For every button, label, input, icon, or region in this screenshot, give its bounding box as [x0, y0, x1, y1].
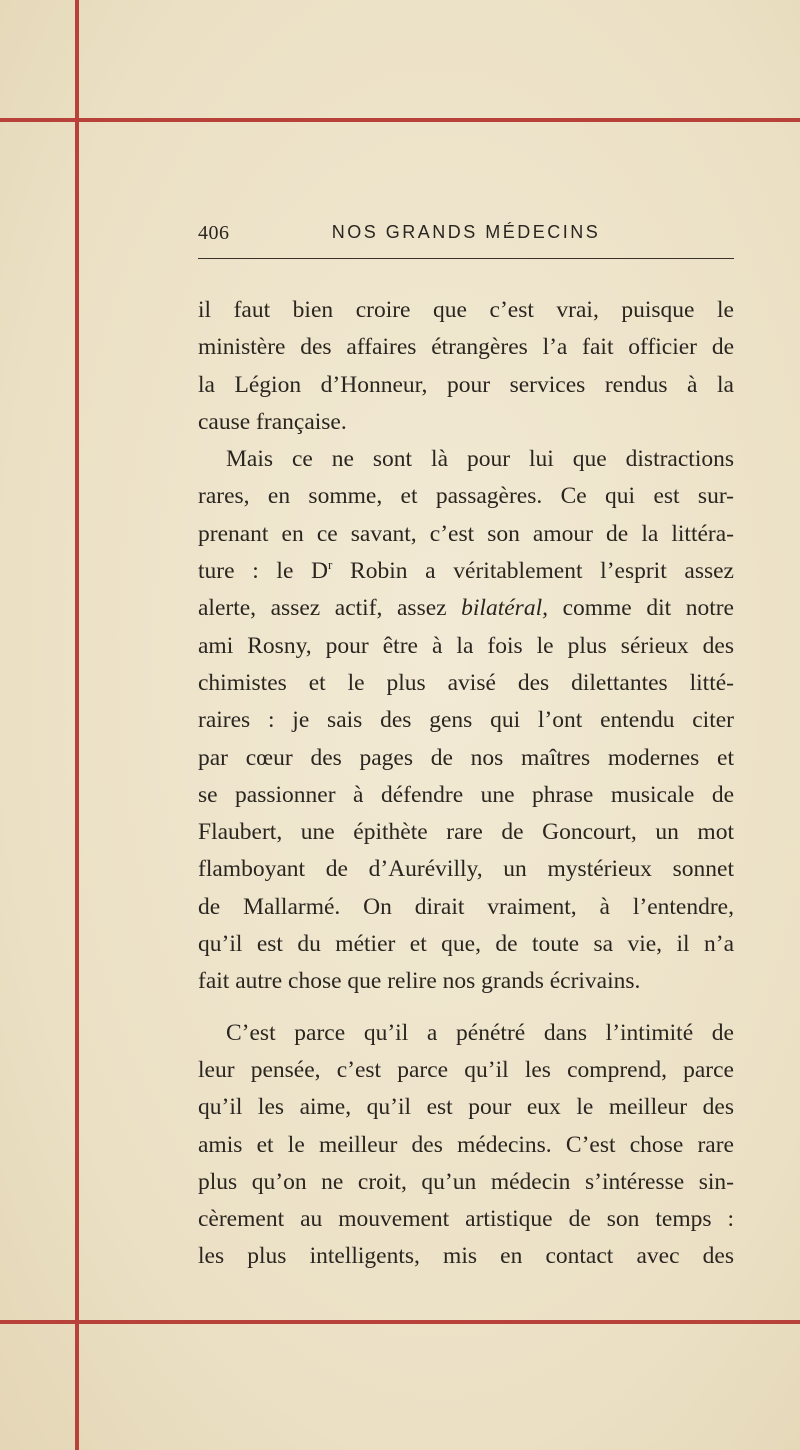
page-header [198, 222, 734, 252]
text-line: fait autre chose que relire nos grands écrivains. [198, 968, 641, 995]
text-line: amis et le meilleur des médecins. C’est chose rare [198, 1131, 734, 1158]
running-title: NOS GRANDS MÉDECINS [331, 222, 601, 242]
left-margin-rule [75, 0, 79, 1450]
text-line: ministère des affaires étrangères l’a fait officier de [198, 334, 734, 361]
text-line: flamboyant de d’Aurévilly, un mystérieux sonnet [198, 856, 734, 883]
text-fragment: ture : le D [198, 558, 329, 585]
text-line: Flaubert, une épithète rare de Goncourt, un mot [198, 819, 734, 846]
superscript: r [328, 557, 333, 573]
text-fragment: alerte, assez actif, assez [198, 595, 462, 622]
text-line: les plus intelligents, mis en contact avec des [198, 1243, 734, 1270]
text-line: de Mallarmé. On dirait vraiment, à l’entendre, [198, 893, 734, 920]
text-line [198, 590, 734, 627]
text-line: chimistes et le plus avisé des dilettantes litté- [198, 669, 734, 696]
text-fragment: Robin a véritablement l’esprit assez [332, 558, 734, 585]
text-line [198, 553, 734, 590]
text-line: C’est parce qu’il a pénétré dans l’intimité de [226, 1019, 734, 1046]
text-line: la Légion d’Honneur, pour services rendus à la [198, 371, 734, 398]
text-line: qu’il les aime, qu’il est pour eux le meilleur des [198, 1094, 734, 1121]
text-line: par cœur des pages de nos maîtres modernes et [198, 744, 734, 771]
text-line: cèrement au mouvement artistique de son temps : [198, 1206, 734, 1233]
text-line: se passionner à défendre une phrase musicale de [198, 781, 734, 808]
paragraph-gap [198, 1001, 734, 1015]
top-margin-rule [0, 118, 800, 122]
italic-word: bilatéral, [461, 595, 548, 622]
page-number: 406 [198, 222, 230, 244]
text-line: leur pensée, c’est parce qu’il les comprend, parce [198, 1056, 734, 1083]
text-line: plus qu’on ne croit, qu’un médecin s’intéresse sin- [198, 1168, 734, 1195]
text-line: ami Rosny, pour être à la fois le plus sérieux des [198, 632, 734, 659]
text-line: raires : je sais des gens qui l’ont entendu citer [198, 707, 734, 734]
text-line: Mais ce ne sont là pour lui que distractions [226, 446, 734, 473]
header-rule [198, 258, 734, 259]
text-line: rares, en somme, et passagères. Ce qui est sur- [198, 483, 734, 510]
text-fragment: comme dit notre [547, 595, 734, 622]
text-line: prenant en ce savant, c’est son amour de la littéra- [198, 520, 734, 547]
bottom-margin-rule [0, 1320, 800, 1324]
text-line: cause française. [198, 408, 347, 435]
text-line: il faut bien croire que c’est vrai, puisque le [198, 297, 734, 323]
body-text [198, 292, 734, 1276]
text-line: qu’il est du métier et que, de toute sa vie, il n’a [198, 931, 734, 958]
